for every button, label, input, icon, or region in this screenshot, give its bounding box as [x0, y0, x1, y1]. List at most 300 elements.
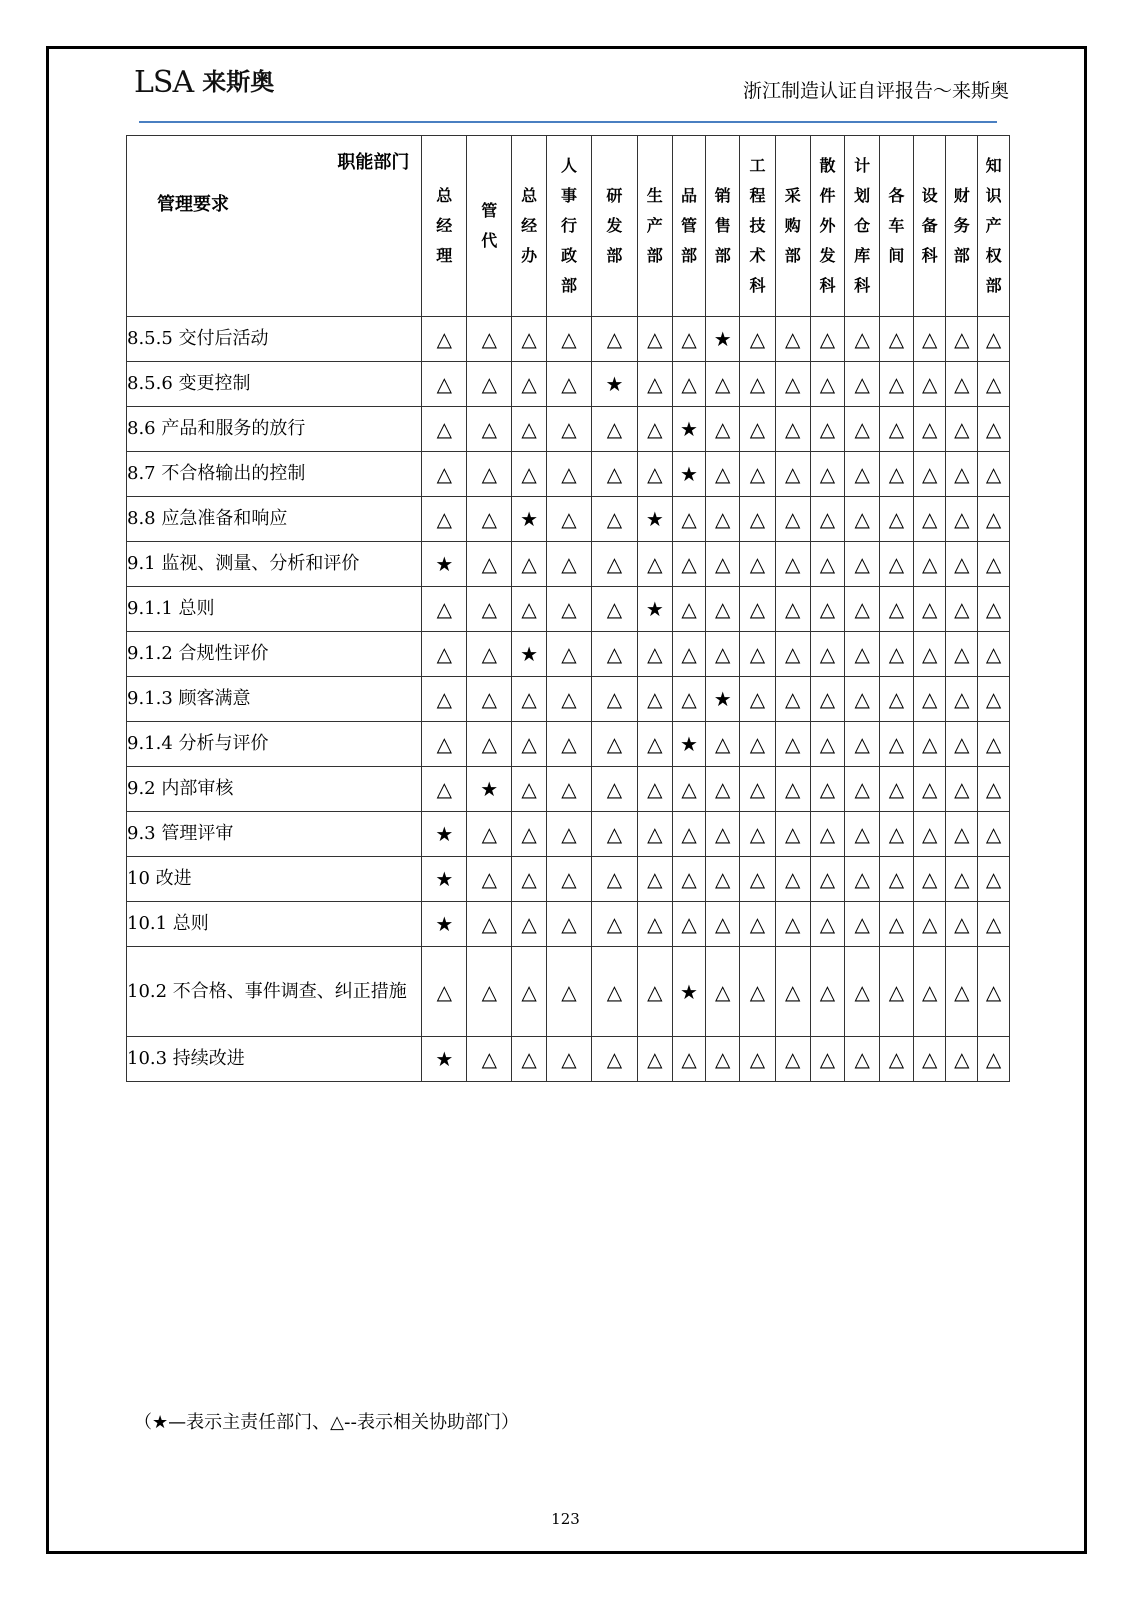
- assisting-mark: △: [422, 632, 467, 677]
- requirement-label: 9.1.3 顾客满意: [127, 677, 422, 722]
- assisting-mark: △: [845, 317, 880, 362]
- assisting-mark: △: [740, 542, 776, 587]
- assisting-mark: △: [740, 767, 776, 812]
- assisting-mark: △: [810, 722, 845, 767]
- dept-header: [810, 136, 845, 317]
- assisting-mark: △: [422, 407, 467, 452]
- assisting-mark: △: [775, 542, 810, 587]
- assisting-mark: △: [512, 587, 547, 632]
- table-row: [127, 407, 1010, 452]
- assisting-mark: △: [512, 407, 547, 452]
- table-row: [127, 677, 1010, 722]
- dept-label: 知识产权部: [985, 156, 1002, 295]
- assisting-mark: △: [845, 452, 880, 497]
- dept-header: [845, 136, 880, 317]
- assisting-mark: △: [706, 767, 740, 812]
- assisting-mark: △: [546, 362, 591, 407]
- table-row: [127, 722, 1010, 767]
- assisting-mark: △: [810, 632, 845, 677]
- dept-header: [740, 136, 776, 317]
- assisting-mark: △: [775, 632, 810, 677]
- assisting-mark: △: [591, 587, 637, 632]
- assisting-mark: △: [467, 947, 512, 1037]
- assisting-mark: △: [637, 947, 672, 1037]
- requirement-label: 10.2 不合格、事件调查、纠正措施: [127, 947, 422, 1037]
- assisting-mark: △: [740, 587, 776, 632]
- assisting-mark: △: [880, 497, 914, 542]
- table-row: [127, 497, 1010, 542]
- assisting-mark: △: [422, 947, 467, 1037]
- assisting-mark: △: [740, 902, 776, 947]
- assisting-mark: △: [591, 452, 637, 497]
- assisting-mark: △: [946, 317, 978, 362]
- assisting-mark: △: [637, 542, 672, 587]
- dept-header: [672, 136, 706, 317]
- assisting-mark: △: [422, 767, 467, 812]
- assisting-mark: △: [467, 317, 512, 362]
- assisting-mark: △: [775, 497, 810, 542]
- assisting-mark: △: [913, 1037, 946, 1082]
- dept-header: [946, 136, 978, 317]
- table-row: [127, 1037, 1010, 1082]
- assisting-mark: △: [810, 902, 845, 947]
- requirement-label: 10 改进: [127, 857, 422, 902]
- requirement-label: 8.5.6 变更控制: [127, 362, 422, 407]
- assisting-mark: △: [845, 497, 880, 542]
- primary-responsibility-mark: ★: [512, 632, 547, 677]
- assisting-mark: △: [845, 722, 880, 767]
- assisting-mark: △: [546, 857, 591, 902]
- assisting-mark: △: [422, 362, 467, 407]
- assisting-mark: △: [880, 632, 914, 677]
- assisting-mark: △: [467, 497, 512, 542]
- table-row: [127, 317, 1010, 362]
- table-header-row: [127, 136, 1010, 317]
- primary-responsibility-mark: ★: [706, 677, 740, 722]
- assisting-mark: △: [845, 857, 880, 902]
- assisting-mark: △: [946, 677, 978, 722]
- dept-label: 管代: [481, 201, 498, 250]
- assisting-mark: △: [810, 407, 845, 452]
- assisting-mark: △: [913, 857, 946, 902]
- assisting-mark: △: [672, 497, 706, 542]
- assisting-mark: △: [775, 857, 810, 902]
- assisting-mark: △: [637, 812, 672, 857]
- table-row: [127, 767, 1010, 812]
- assisting-mark: △: [706, 542, 740, 587]
- requirement-label: 10.1 总则: [127, 902, 422, 947]
- assisting-mark: △: [740, 722, 776, 767]
- dept-header: [775, 136, 810, 317]
- dept-label: 总经办: [521, 186, 538, 265]
- assisting-mark: △: [880, 542, 914, 587]
- assisting-mark: △: [591, 497, 637, 542]
- assisting-mark: △: [946, 812, 978, 857]
- assisting-mark: △: [546, 767, 591, 812]
- requirement-label: 8.7 不合格输出的控制: [127, 452, 422, 497]
- assisting-mark: △: [775, 1037, 810, 1082]
- assisting-mark: △: [978, 497, 1010, 542]
- assisting-mark: △: [880, 452, 914, 497]
- table-row: [127, 542, 1010, 587]
- assisting-mark: △: [946, 542, 978, 587]
- assisting-mark: △: [740, 497, 776, 542]
- assisting-mark: △: [706, 722, 740, 767]
- assisting-mark: △: [672, 812, 706, 857]
- assisting-mark: △: [467, 407, 512, 452]
- assisting-mark: △: [810, 767, 845, 812]
- assisting-mark: △: [775, 767, 810, 812]
- table-row: [127, 632, 1010, 677]
- assisting-mark: △: [706, 587, 740, 632]
- assisting-mark: △: [946, 452, 978, 497]
- assisting-mark: △: [845, 587, 880, 632]
- assisting-mark: △: [775, 317, 810, 362]
- assisting-mark: △: [672, 857, 706, 902]
- dept-label: 品管部: [681, 186, 698, 265]
- dept-header: [637, 136, 672, 317]
- assisting-mark: △: [880, 857, 914, 902]
- assisting-mark: △: [775, 452, 810, 497]
- assisting-mark: △: [978, 632, 1010, 677]
- assisting-mark: △: [775, 407, 810, 452]
- requirement-label: 9.1.4 分析与评价: [127, 722, 422, 767]
- assisting-mark: △: [672, 542, 706, 587]
- assisting-mark: △: [810, 497, 845, 542]
- assisting-mark: △: [946, 632, 978, 677]
- assisting-mark: △: [775, 947, 810, 1037]
- header-divider: [139, 121, 997, 123]
- assisting-mark: △: [740, 632, 776, 677]
- dept-header: [422, 136, 467, 317]
- assisting-mark: △: [913, 587, 946, 632]
- assisting-mark: △: [706, 812, 740, 857]
- assisting-mark: △: [740, 1037, 776, 1082]
- primary-responsibility-mark: ★: [706, 317, 740, 362]
- assisting-mark: △: [913, 362, 946, 407]
- assisting-mark: △: [512, 362, 547, 407]
- assisting-mark: △: [740, 857, 776, 902]
- assisting-mark: △: [467, 857, 512, 902]
- assisting-mark: △: [546, 632, 591, 677]
- assisting-mark: △: [880, 317, 914, 362]
- assisting-mark: △: [740, 407, 776, 452]
- assisting-mark: △: [672, 317, 706, 362]
- dept-label: 研发部: [606, 186, 623, 265]
- assisting-mark: △: [978, 362, 1010, 407]
- table-body: [127, 317, 1010, 1082]
- primary-responsibility-mark: ★: [422, 902, 467, 947]
- assisting-mark: △: [591, 542, 637, 587]
- assisting-mark: △: [467, 902, 512, 947]
- assisting-mark: △: [845, 362, 880, 407]
- assisting-mark: △: [512, 317, 547, 362]
- assisting-mark: △: [740, 812, 776, 857]
- assisting-mark: △: [845, 632, 880, 677]
- assisting-mark: △: [546, 902, 591, 947]
- assisting-mark: △: [512, 947, 547, 1037]
- legend-note: （★—表示主责任部门、△--表示相关协助部门）: [134, 1412, 519, 1433]
- assisting-mark: △: [637, 677, 672, 722]
- table-row: [127, 947, 1010, 1037]
- assisting-mark: △: [845, 677, 880, 722]
- assisting-mark: △: [740, 452, 776, 497]
- assisting-mark: △: [845, 812, 880, 857]
- assisting-mark: △: [740, 362, 776, 407]
- logo-chinese-name: 来斯奥: [202, 68, 275, 96]
- assisting-mark: △: [706, 947, 740, 1037]
- assisting-mark: △: [913, 497, 946, 542]
- assisting-mark: △: [512, 902, 547, 947]
- assisting-mark: △: [706, 497, 740, 542]
- assisting-mark: △: [946, 902, 978, 947]
- assisting-mark: △: [546, 722, 591, 767]
- assisting-mark: △: [706, 362, 740, 407]
- requirement-label: 9.1.2 合规性评价: [127, 632, 422, 677]
- assisting-mark: △: [467, 452, 512, 497]
- assisting-mark: △: [913, 767, 946, 812]
- dept-header: [591, 136, 637, 317]
- assisting-mark: △: [422, 317, 467, 362]
- assisting-mark: △: [672, 632, 706, 677]
- assisting-mark: △: [775, 812, 810, 857]
- requirement-label: 8.5.5 交付后活动: [127, 317, 422, 362]
- dept-header: [880, 136, 914, 317]
- dept-header: [913, 136, 946, 317]
- requirement-label: 9.1.1 总则: [127, 587, 422, 632]
- assisting-mark: △: [913, 947, 946, 1037]
- assisting-mark: △: [637, 452, 672, 497]
- assisting-mark: △: [978, 902, 1010, 947]
- primary-responsibility-mark: ★: [467, 767, 512, 812]
- assisting-mark: △: [775, 677, 810, 722]
- assisting-mark: △: [978, 587, 1010, 632]
- assisting-mark: △: [546, 812, 591, 857]
- assisting-mark: △: [637, 1037, 672, 1082]
- assisting-mark: △: [913, 407, 946, 452]
- assisting-mark: △: [467, 722, 512, 767]
- assisting-mark: △: [913, 902, 946, 947]
- assisting-mark: △: [422, 587, 467, 632]
- primary-responsibility-mark: ★: [637, 587, 672, 632]
- assisting-mark: △: [880, 722, 914, 767]
- assisting-mark: △: [706, 632, 740, 677]
- assisting-mark: △: [706, 902, 740, 947]
- dept-header: [978, 136, 1010, 317]
- assisting-mark: △: [880, 767, 914, 812]
- dept-label: 财务部: [953, 186, 970, 265]
- assisting-mark: △: [913, 317, 946, 362]
- dept-label: 各车间: [888, 186, 905, 265]
- primary-responsibility-mark: ★: [672, 947, 706, 1037]
- assisting-mark: △: [546, 407, 591, 452]
- assisting-mark: △: [422, 677, 467, 722]
- requirement-label: 8.6 产品和服务的放行: [127, 407, 422, 452]
- assisting-mark: △: [810, 317, 845, 362]
- responsibility-matrix: [126, 135, 1010, 1082]
- assisting-mark: △: [880, 812, 914, 857]
- dept-header: [467, 136, 512, 317]
- assisting-mark: △: [467, 812, 512, 857]
- assisting-mark: △: [637, 857, 672, 902]
- assisting-mark: △: [591, 812, 637, 857]
- assisting-mark: △: [512, 452, 547, 497]
- assisting-mark: △: [845, 542, 880, 587]
- assisting-mark: △: [672, 677, 706, 722]
- primary-responsibility-mark: ★: [422, 1037, 467, 1082]
- assisting-mark: △: [880, 587, 914, 632]
- assisting-mark: △: [913, 722, 946, 767]
- assisting-mark: △: [591, 767, 637, 812]
- assisting-mark: △: [775, 722, 810, 767]
- assisting-mark: △: [422, 722, 467, 767]
- assisting-mark: △: [946, 767, 978, 812]
- table-row: [127, 452, 1010, 497]
- assisting-mark: △: [467, 362, 512, 407]
- assisting-mark: △: [810, 677, 845, 722]
- table-row: [127, 812, 1010, 857]
- assisting-mark: △: [880, 362, 914, 407]
- primary-responsibility-mark: ★: [512, 497, 547, 542]
- assisting-mark: △: [946, 362, 978, 407]
- assisting-mark: △: [810, 1037, 845, 1082]
- assisting-mark: △: [913, 677, 946, 722]
- assisting-mark: △: [978, 767, 1010, 812]
- assisting-mark: △: [978, 1037, 1010, 1082]
- assisting-mark: △: [880, 947, 914, 1037]
- assisting-mark: △: [845, 902, 880, 947]
- assisting-mark: △: [637, 722, 672, 767]
- assisting-mark: △: [546, 452, 591, 497]
- report-title: 浙江制造认证自评报告～来斯奥: [742, 80, 1009, 102]
- dept-header: [512, 136, 547, 317]
- assisting-mark: △: [591, 677, 637, 722]
- assisting-mark: △: [978, 722, 1010, 767]
- assisting-mark: △: [810, 362, 845, 407]
- dept-label: 生产部: [646, 186, 663, 265]
- primary-responsibility-mark: ★: [672, 722, 706, 767]
- assisting-mark: △: [637, 767, 672, 812]
- assisting-mark: △: [880, 407, 914, 452]
- dept-label: 设备科: [921, 186, 938, 265]
- primary-responsibility-mark: ★: [672, 407, 706, 452]
- assisting-mark: △: [880, 677, 914, 722]
- assisting-mark: △: [546, 542, 591, 587]
- assisting-mark: △: [591, 947, 637, 1037]
- assisting-mark: △: [512, 542, 547, 587]
- assisting-mark: △: [637, 632, 672, 677]
- assisting-mark: △: [740, 947, 776, 1037]
- assisting-mark: △: [978, 317, 1010, 362]
- assisting-mark: △: [672, 902, 706, 947]
- assisting-mark: △: [637, 317, 672, 362]
- requirement-label: 9.3 管理评审: [127, 812, 422, 857]
- assisting-mark: △: [706, 857, 740, 902]
- requirement-label: 10.3 持续改进: [127, 1037, 422, 1082]
- assisting-mark: △: [845, 1037, 880, 1082]
- primary-responsibility-mark: ★: [422, 812, 467, 857]
- primary-responsibility-mark: ★: [422, 857, 467, 902]
- assisting-mark: △: [978, 677, 1010, 722]
- table-row: [127, 857, 1010, 902]
- dept-label: 散件外发科: [819, 156, 836, 295]
- dept-header: [706, 136, 740, 317]
- assisting-mark: △: [810, 812, 845, 857]
- assisting-mark: △: [913, 452, 946, 497]
- assisting-mark: △: [672, 362, 706, 407]
- assisting-mark: △: [845, 407, 880, 452]
- assisting-mark: △: [467, 632, 512, 677]
- assisting-mark: △: [946, 587, 978, 632]
- assisting-mark: △: [422, 497, 467, 542]
- assisting-mark: △: [591, 902, 637, 947]
- assisting-mark: △: [775, 902, 810, 947]
- dept-label: 计划仓库科: [854, 156, 871, 295]
- assisting-mark: △: [512, 812, 547, 857]
- primary-responsibility-mark: ★: [672, 452, 706, 497]
- dept-header: [546, 136, 591, 317]
- logo-letters: LSA: [134, 65, 194, 100]
- assisting-mark: △: [810, 857, 845, 902]
- assisting-mark: △: [512, 722, 547, 767]
- primary-responsibility-mark: ★: [422, 542, 467, 587]
- assisting-mark: △: [706, 1037, 740, 1082]
- assisting-mark: △: [946, 857, 978, 902]
- corner-label-requirements: 管理要求: [157, 194, 229, 215]
- assisting-mark: △: [637, 902, 672, 947]
- assisting-mark: △: [591, 857, 637, 902]
- assisting-mark: △: [775, 587, 810, 632]
- dept-label: 总经理: [436, 186, 453, 265]
- assisting-mark: △: [740, 317, 776, 362]
- assisting-mark: △: [512, 1037, 547, 1082]
- assisting-mark: △: [880, 1037, 914, 1082]
- assisting-mark: △: [913, 632, 946, 677]
- assisting-mark: △: [946, 497, 978, 542]
- assisting-mark: △: [467, 1037, 512, 1082]
- assisting-mark: △: [706, 407, 740, 452]
- assisting-mark: △: [672, 1037, 706, 1082]
- assisting-mark: △: [546, 317, 591, 362]
- header-corner-cell: [127, 136, 422, 317]
- requirement-label: 9.1 监视、测量、分析和评价: [127, 542, 422, 587]
- dept-label: 采购部: [784, 186, 801, 265]
- assisting-mark: △: [546, 947, 591, 1037]
- assisting-mark: △: [467, 677, 512, 722]
- assisting-mark: △: [978, 812, 1010, 857]
- corner-label-departments: 职能部门: [337, 152, 410, 173]
- assisting-mark: △: [946, 407, 978, 452]
- assisting-mark: △: [591, 722, 637, 767]
- dept-label: 工程技术科: [749, 156, 766, 295]
- assisting-mark: △: [672, 587, 706, 632]
- assisting-mark: △: [880, 902, 914, 947]
- assisting-mark: △: [978, 542, 1010, 587]
- assisting-mark: △: [740, 677, 776, 722]
- company-logo: [134, 62, 274, 98]
- requirement-label: 8.8 应急准备和响应: [127, 497, 422, 542]
- assisting-mark: △: [467, 542, 512, 587]
- assisting-mark: △: [810, 947, 845, 1037]
- primary-responsibility-mark: ★: [637, 497, 672, 542]
- assisting-mark: △: [913, 812, 946, 857]
- assisting-mark: △: [978, 452, 1010, 497]
- assisting-mark: △: [546, 587, 591, 632]
- assisting-mark: △: [512, 857, 547, 902]
- assisting-mark: △: [946, 1037, 978, 1082]
- assisting-mark: △: [946, 722, 978, 767]
- assisting-mark: △: [978, 407, 1010, 452]
